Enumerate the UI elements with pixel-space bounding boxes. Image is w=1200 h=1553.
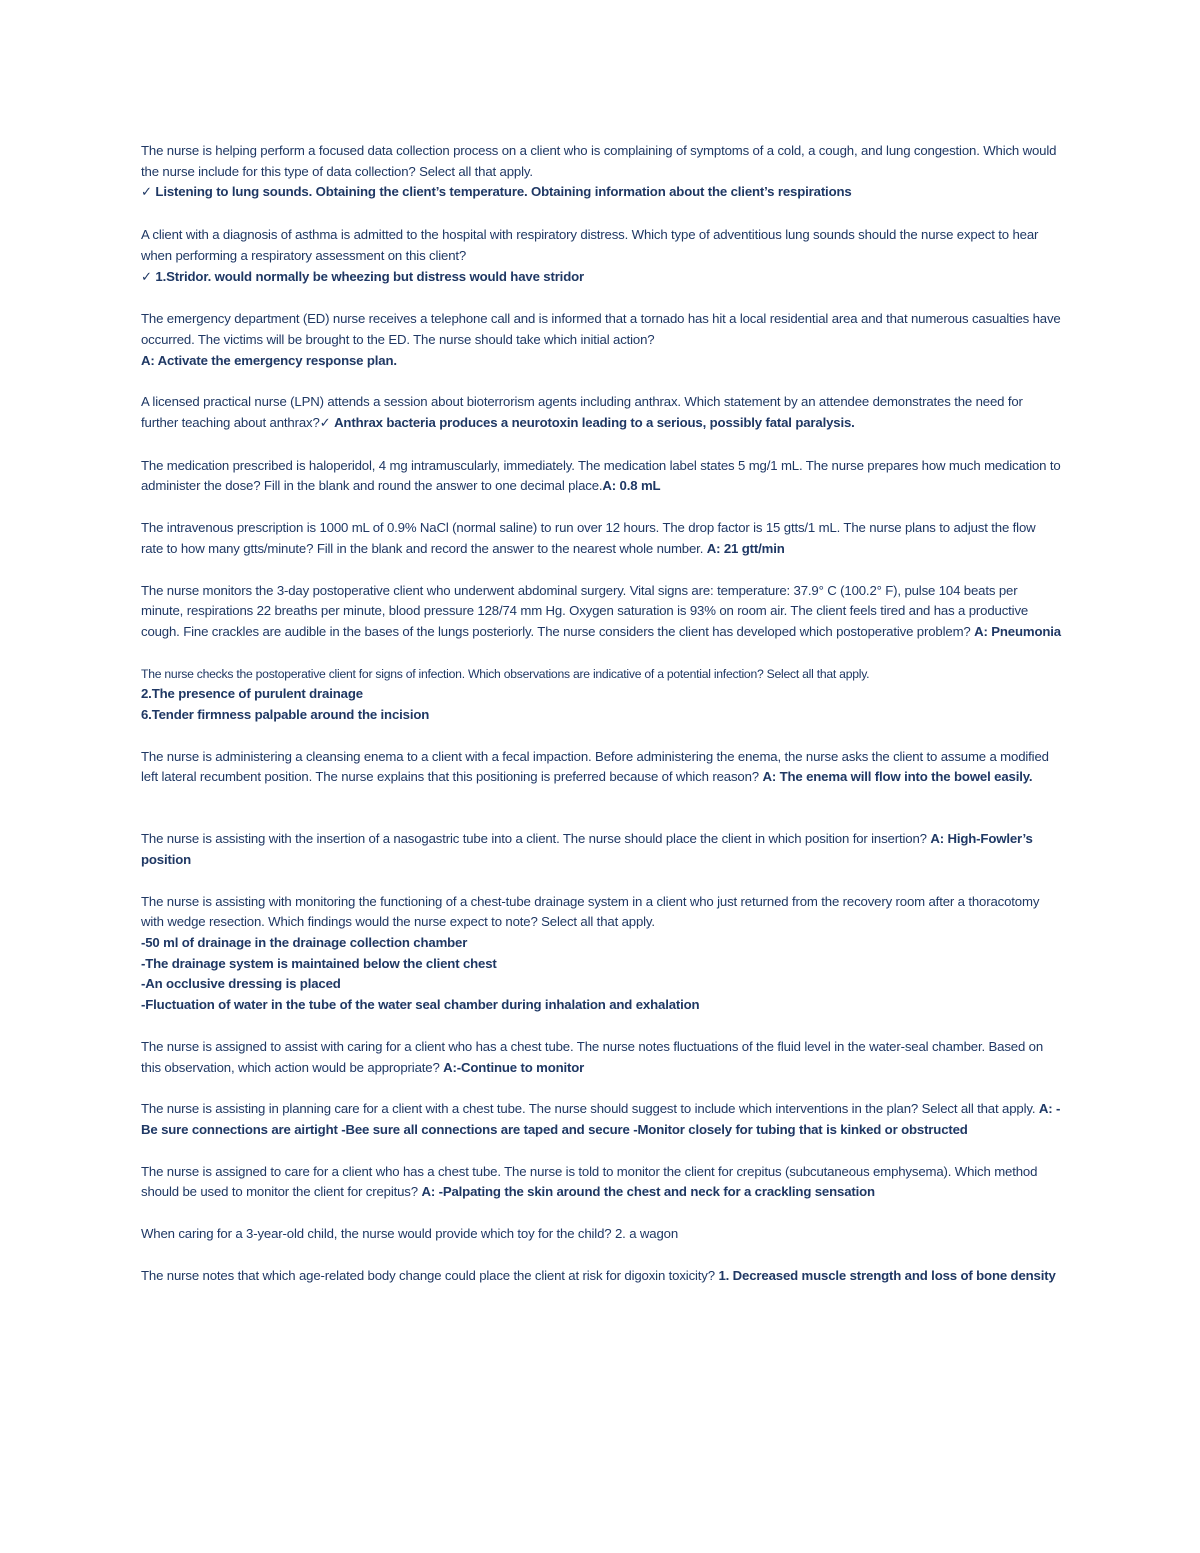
question-text: A client with a diagnosis of asthma is admitted to the hospital with respiratory distress. Which type of adventitious lung sounds should the nurse expect to hear when performing a respiratory assessment on this client? (141, 227, 1039, 263)
checkmark-icon: ✓ (319, 416, 331, 432)
answer-text: A: The enema will flow into the bowel easily. (762, 769, 1033, 785)
question-text: When caring for a 3-year-old child, the nurse would provide which toy for the child? (141, 1226, 612, 1242)
qa-item (141, 456, 1061, 497)
answer-text: A: Activate the emergency response plan. (141, 352, 397, 368)
answer-text: 2.The presence of purulent drainage (141, 686, 363, 702)
answer-text: 2. a wagon (614, 1226, 679, 1242)
qa-item (141, 1162, 1061, 1203)
question-text: The emergency department (ED) nurse receives a telephone call and is informed that a tornado has hit a local residential area and that numerous casualties have occurred. The victims will be brought to the ED. The nurse should take which initial action? (141, 311, 1061, 347)
answer-text: 6.Tender firmness palpable around the incision (141, 707, 430, 723)
qa-item (141, 1037, 1061, 1078)
checkmark-icon: ✓ (141, 269, 152, 285)
qa-item (141, 1099, 1061, 1140)
answer-text: 1. Decreased muscle strength and loss of bone density (718, 1267, 1056, 1283)
question-text: The nurse is assisting with the insertion of a nasogastric tube into a client. The nurse should place the client in which position for insertion? (141, 831, 927, 847)
qa-item (141, 309, 1061, 371)
qa-item (141, 518, 1061, 559)
qa-item (141, 892, 1061, 1016)
question-text: The nurse is assisting with monitoring the functioning of a chest-tube drainage system in a client who just returned from the recovery room after a thoracotomy with wedge resection. Which findings would the nurse expect to note? Select all that apply. (141, 893, 1040, 930)
qa-item (141, 225, 1061, 288)
qa-item (141, 1224, 1061, 1245)
qa-item (141, 141, 1061, 204)
answer-text: A: -Be sure connections are airtight -Bee sure all connections are taped and secure -Monitor closely for tubing that is kinked or obstructed (141, 1101, 1061, 1137)
qa-item (141, 829, 1061, 870)
question-text: The medication prescribed is haloperidol, 4 mg intramuscularly, immediately. The medication label states 5 mg/1 mL. The nurse prepares how much medication to administer the dose? Fill in the blank and round the answer to one decimal place. (141, 457, 1061, 494)
answer-text: Listening to lung sounds. Obtaining the client’s temperature. Obtaining information about the client’s respirations (155, 184, 852, 200)
answer-text: A:-Continue to monitor (443, 1059, 585, 1075)
question-text: The nurse notes that which age-related body change could place the client at risk for digoxin toxicity? (141, 1267, 715, 1283)
question-text: The nurse monitors the 3-day postoperative client who underwent abdominal surgery. Vital signs are: temperature: 37.9° C (100.2° F), pulse 104 beats per minute, respirations 22 breaths per minute, blood pressure 128/74 mm Hg. Oxygen saturation is 93% on room air. The client feels tired and has a productive cough. Fine crackles are audible in the bases of the lungs posteriorly. The nurse considers the client has developed which postoperative problem? (141, 582, 1029, 639)
answer-text: -An occlusive dressing is placed (141, 976, 341, 992)
answer-text: -Fluctuation of water in the tube of the water seal chamber during inhalation and exhalation (141, 997, 700, 1013)
qa-item (141, 1266, 1061, 1287)
qa-item (141, 747, 1061, 788)
question-text: The nurse is assisting in planning care for a client with a chest tube. The nurse should suggest to include which interventions in the plan? Select all that apply. (141, 1101, 1036, 1117)
document-body (141, 141, 1061, 1307)
question-text: The intravenous prescription is 1000 mL of 0.9% NaCl (normal saline) to run over 12 hours. The drop factor is 15 gtts/1 mL. The nurse plans to adjust the flow rate to how many gtts/minute? Fill in the blank and record the answer to the nearest whole number. (141, 520, 1036, 556)
question-text: The nurse is assigned to care for a client who has a chest tube. The nurse is told to monitor the client for crepitus (subcutaneous emphysema). Which method should be used to monitor the client for crepitus? (141, 1163, 1038, 1200)
question-text: A licensed practical nurse (LPN) attends a session about bioterrorism agents including anthrax. Which statement by an attendee demonstrates the need for further teaching about anthrax? (141, 394, 1023, 431)
answer-text: A: 0.8 mL (602, 478, 661, 494)
answer-text: A: Pneumonia (974, 623, 1061, 639)
checkmark-icon: ✓ (141, 185, 152, 201)
question-text: The nurse is helping perform a focused data collection process on a client who is complaining of symptoms of a cold, a cough, and lung congestion. Which would the nurse include for this type of data collection? Select all that apply. (141, 143, 1057, 179)
question-text: The nurse is assigned to assist with caring for a client who has a chest tube. The nurse notes fluctuations of the fluid level in the water-seal chamber. Based on this observation, which action would be appropriate? (141, 1038, 1044, 1075)
answer-text: -The drainage system is maintained below the client chest (141, 955, 497, 971)
qa-item (141, 664, 1061, 726)
answer-text: -50 ml of drainage in the drainage collection chamber (141, 934, 468, 950)
answer-text: A: High-Fowler’s position (141, 831, 1033, 867)
answer-text: Anthrax bacteria produces a neurotoxin leading to a serious, possibly fatal paralysis. (334, 415, 855, 431)
question-text: The nurse checks the postoperative client for signs of infection. Which observations are indicative of a potential infection? Select all that apply. (141, 666, 870, 681)
qa-item (141, 581, 1061, 643)
qa-item (141, 392, 1061, 434)
answer-text: 1.Stridor. would normally be wheezing but distress would have stridor (155, 268, 584, 284)
question-text: The nurse is administering a cleansing enema to a client with a fecal impaction. Before administering the enema, the nurse asks the client to assume a modified left lateral recumbent position. The nurse explains that this positioning is preferred because of which reason? (141, 748, 1049, 785)
answer-text: A: 21 gtt/min (706, 540, 785, 556)
answer-text: A: -Palpating the skin around the chest and neck for a crackling sensation (421, 1184, 875, 1200)
